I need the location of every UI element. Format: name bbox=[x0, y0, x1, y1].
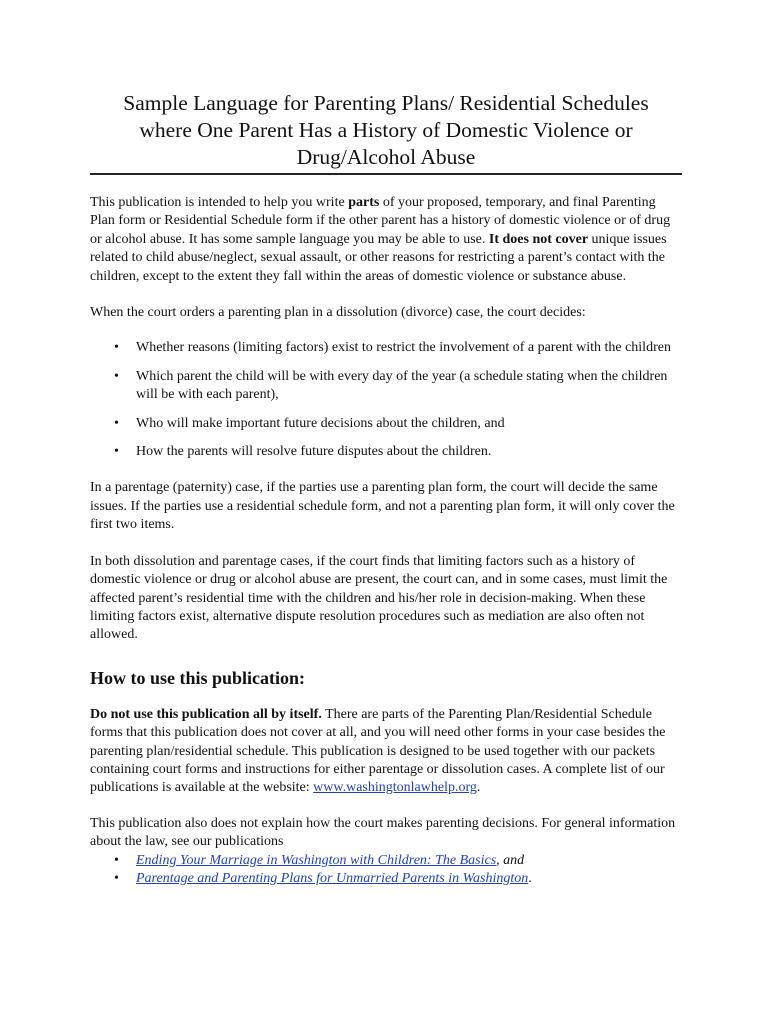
publication-suffix: , and bbox=[496, 852, 525, 868]
title-line-1: Sample Language for Parenting Plans/ Residential Schedules bbox=[123, 91, 649, 115]
do-not-use-paragraph bbox=[90, 706, 682, 798]
bullet-icon: • bbox=[114, 852, 119, 868]
list-item-text: Whether reasons (limiting factors) exist to restrict the involvement of a parent with the children bbox=[136, 340, 671, 356]
document-page bbox=[90, 90, 682, 888]
title-line-2: where One Parent Has a History of Domestic Violence or bbox=[139, 118, 633, 142]
title-line-3: Drug/Alcohol Abuse bbox=[296, 145, 476, 169]
intro-bold-parts: parts bbox=[348, 195, 380, 210]
bullet-icon: • bbox=[114, 870, 119, 886]
list-item-text: Which parent the child will be with every day of the year (a schedule stating when the children will be with each parent), bbox=[136, 368, 668, 403]
do-not-use-text: There are parts of the Parenting Plan/Residential Schedule forms that this publication does not cover at all, and you will need other forms in your case besides the parenting plan/residential schedule. This publication is designed to be used together with our packets containing court forms and instructions for either parentage or dissolution cases. A complete list of our publications is available at the website: bbox=[90, 706, 666, 796]
also-paragraph: This publication also does not explain how the court makes parenting decisions. For general information about the law, see our publications bbox=[90, 815, 676, 850]
parentage-paragraph: In a parentage (paternity) case, if the parties use a parenting plan form, the court will decide the same issues. If the parties use a residential schedule form, and not a parenting plan form, it will only cover the first two items. bbox=[90, 480, 675, 533]
list-item bbox=[90, 415, 682, 433]
publication-link-parentage[interactable]: Parentage and Parenting Plans for Unmarried Parents in Washington bbox=[136, 870, 529, 886]
intro-text-1: This publication is intended to help you write bbox=[90, 195, 349, 210]
intro-text-3: unique issues related to child abuse/neglect, sexual assault, or other reasons for restricting a parent’s contact with the children, except to the extent they fall within the areas of domestic violence or substance abuse. bbox=[90, 231, 667, 284]
list-item-text: How the parents will resolve future disputes about the children. bbox=[136, 444, 492, 460]
document-title bbox=[90, 90, 682, 175]
bullet-icon: • bbox=[114, 415, 119, 431]
list-item bbox=[90, 870, 682, 888]
list-item bbox=[90, 368, 682, 405]
publication-suffix: . bbox=[528, 870, 532, 886]
intro-paragraph bbox=[90, 194, 682, 286]
intro-bold-does-not-cover: It does not cover bbox=[488, 231, 589, 247]
washingtonlawhelp-link[interactable]: www.washingtonlawhelp.org bbox=[313, 780, 477, 796]
bullet-icon: • bbox=[114, 444, 119, 460]
court-decides-paragraph: When the court orders a parenting plan in a dissolution (divorce) case, the court decides: bbox=[90, 305, 586, 321]
do-not-use-bold: Do not use this publication all by itself. bbox=[90, 706, 322, 722]
list-item bbox=[90, 339, 682, 357]
publication-link-ending-marriage[interactable]: Ending Your Marriage in Washington with Children: The Basics bbox=[136, 852, 497, 868]
list-item-text: Who will make important future decisions about the children, and bbox=[136, 415, 505, 431]
intro-text-2: of your proposed, temporary, and final Parenting Plan form or Residential Schedule form if the other parent has a history of domestic violence or of drug or alcohol abuse. It has some sample language you may be able to use. bbox=[90, 195, 671, 247]
do-not-use-end: . bbox=[476, 780, 481, 796]
decisions-list bbox=[90, 339, 682, 461]
limiting-factors-paragraph: In both dissolution and parentage cases, if the court finds that limiting factors such as a history of domestic violence or drug or alcohol abuse are present, the court can, and in some cases, must limit the affected parent’s residential time with the children and his/her role in decision-making. When these limiting factors exist, alternative dispute resolution procedures such as mediation are also often not allowed. bbox=[90, 553, 668, 643]
bullet-icon: • bbox=[114, 368, 119, 384]
list-item bbox=[90, 852, 682, 870]
how-to-use-heading: How to use this publication: bbox=[90, 667, 306, 688]
list-item bbox=[90, 443, 682, 461]
bullet-icon: • bbox=[114, 340, 119, 356]
publications-list bbox=[90, 852, 682, 889]
